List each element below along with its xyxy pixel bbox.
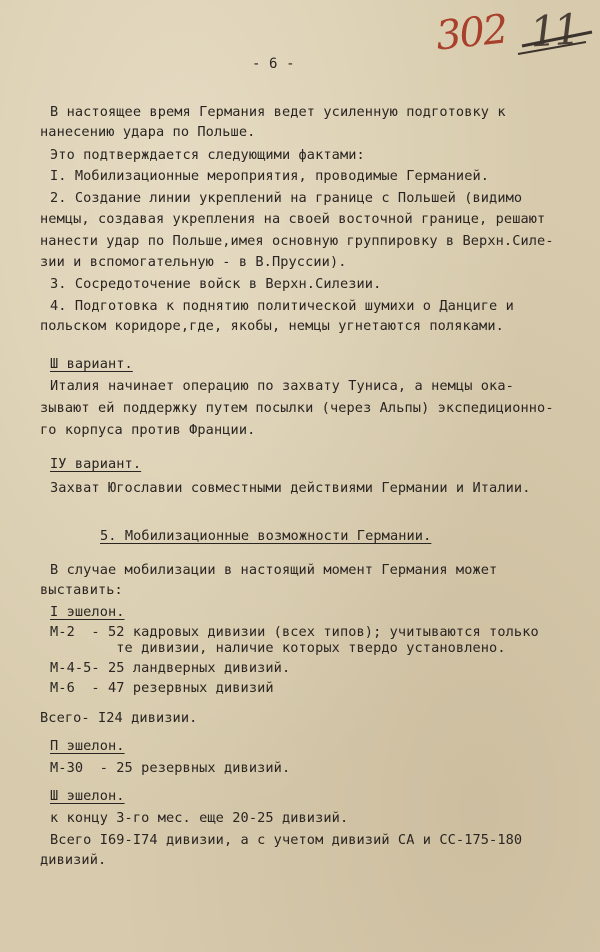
echelon-1-heading: I эшелон. — [50, 604, 125, 620]
archive-number-red: 302 — [433, 6, 509, 60]
strike-mark-icon — [426, 2, 596, 82]
section-heading-variant-3: Ш вариант. — [50, 356, 133, 372]
table-row: те дивизии, наличие которых твердо установлено. — [50, 640, 506, 656]
table-row: М-2 - 52 кадровых дивизии (всех типов); учитываются только — [50, 624, 539, 640]
list-item: 4. Подготовка к поднятию политической шумихи о Данциге и — [50, 298, 514, 314]
archive-number-dark: 11 — [528, 4, 580, 57]
total-line: Всего- I24 дивизии. — [40, 710, 198, 726]
table-row: М-6 - 47 резервных дивизий — [50, 680, 274, 696]
paragraph-line: В настоящее время Германия ведет усиленную подготовку к — [50, 104, 506, 120]
paragraph-line: зии и вспомогательную - в В.Пруссии). — [40, 254, 347, 270]
page-number: - 6 - — [252, 56, 295, 72]
table-row: к концу 3-го мес. еще 20-25 дивизий. — [50, 810, 349, 826]
paragraph-line: В случае мобилизации в настоящий момент Германия может — [50, 562, 498, 578]
table-row: М-30 - 25 резервных дивизий. — [50, 760, 291, 776]
list-item: 3. Сосредоточение войск в Верхн.Силезии. — [50, 276, 382, 292]
list-item: I. Мобилизационные мероприятия, проводимые Германией. — [50, 168, 490, 184]
paragraph-line: выставить: — [40, 582, 123, 598]
paragraph-line: Захват Югославии совместными действиями Германии и Италии. — [50, 480, 531, 496]
section-heading-variant-4: IУ вариант. — [50, 456, 142, 472]
total-line: Всего I69-I74 дивизии, а с учетом дивизий СА и СС-175-180 — [50, 832, 523, 848]
paragraph-line: зывают ей поддержку путем посылки (через Альпы) экспедиционно- — [40, 400, 554, 416]
list-item: 2. Создание линии укреплений на границе с Польшей (видимо — [50, 190, 523, 206]
section-heading-mobilization: 5. Мобилизационные возможности Германии. — [100, 528, 432, 544]
paragraph-line: го корпуса против Франции. — [40, 422, 256, 438]
paragraph-line: нанесению удара по Польше. — [40, 124, 256, 140]
paragraph-line: Это подтверждается следующими фактами: — [50, 147, 365, 163]
echelon-2-heading: П эшелон. — [50, 738, 125, 754]
table-row: М-4-5- 25 ландверных дивизий. — [50, 660, 291, 676]
echelon-3-heading: Ш эшелон. — [50, 788, 125, 804]
paragraph-line: Италия начинает операцию по захвату Туниса, а немцы ока- — [50, 378, 514, 394]
paragraph-line: польском коридоре,где, якобы, немцы угнетаются поляками. — [40, 318, 504, 334]
archive-number-stamp — [426, 2, 596, 82]
paragraph-line: нанести удар по Польше,имея основную группировку в Верхн.Силе- — [40, 233, 554, 249]
paragraph-line: немцы, создавая укрепления на своей восточной границе, решают — [40, 211, 546, 227]
paragraph-line: дивизий. — [40, 852, 107, 868]
